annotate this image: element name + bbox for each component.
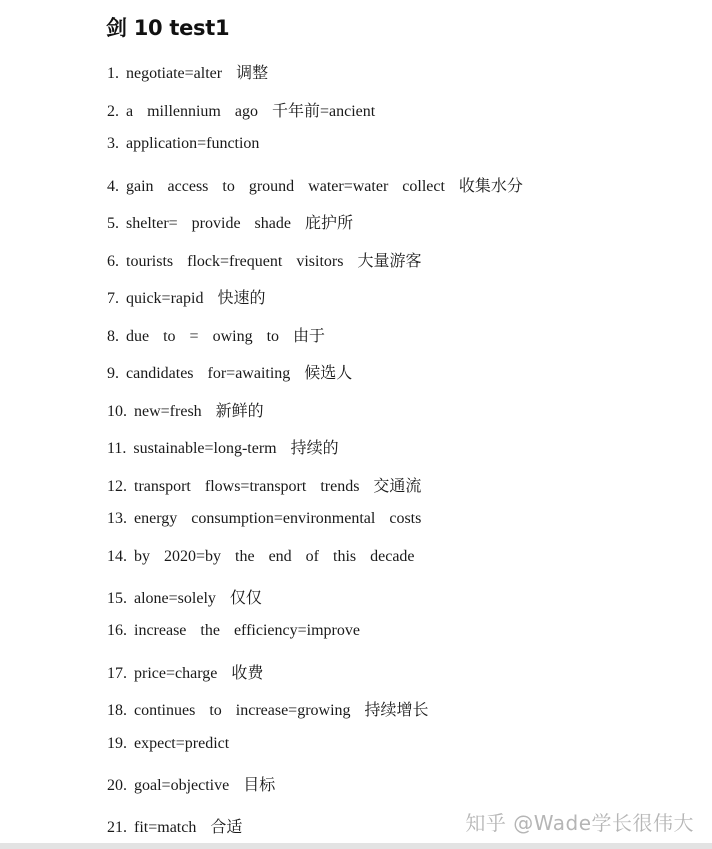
list-item: 19. expect=predict <box>107 735 230 752</box>
list-item: 15. alone=solely 仅仅 <box>107 590 262 607</box>
list-item: 7. quick=rapid 快速的 <box>107 290 266 307</box>
list-item: 11. sustainable=long-term 持续的 <box>107 440 339 457</box>
list-item: 9. candidates for=awaiting 候选人 <box>107 365 353 382</box>
zhihu-watermark: 知乎 @Wade学长很伟大 <box>465 811 694 835</box>
list-item: 5. shelter= provide shade 庇护所 <box>107 215 353 232</box>
list-item: 8. due to = owing to 由于 <box>107 328 326 345</box>
list-item: 1. negotiate=alter 调整 <box>107 65 269 82</box>
list-item: 4. gain access to ground water=water collect 收集水分 <box>107 178 523 195</box>
list-item: 3. application=function <box>107 135 260 152</box>
document-title: 剑 10 test1 <box>106 16 230 40</box>
list-item: 14. by 2020=by the end of this decade <box>107 548 415 565</box>
list-item: 21. fit=match 合适 <box>107 819 243 836</box>
list-item: 20. goal=objective 目标 <box>107 777 276 794</box>
page-bottom-border <box>0 843 712 849</box>
list-item: 6. tourists flock=frequent visitors 大量游客 <box>107 253 422 270</box>
list-item: 12. transport flows=transport trends 交通流 <box>107 478 422 495</box>
list-item: 10. new=fresh 新鲜的 <box>107 403 264 420</box>
list-item: 18. continues to increase=growing 持续增长 <box>107 702 429 719</box>
list-item: 13. energy consumption=environmental costs <box>107 510 422 527</box>
list-item: 17. price=charge 收费 <box>107 665 264 682</box>
list-item: 16. increase the efficiency=improve <box>107 622 360 639</box>
list-item: 2. a millennium ago 千年前=ancient <box>107 103 376 120</box>
